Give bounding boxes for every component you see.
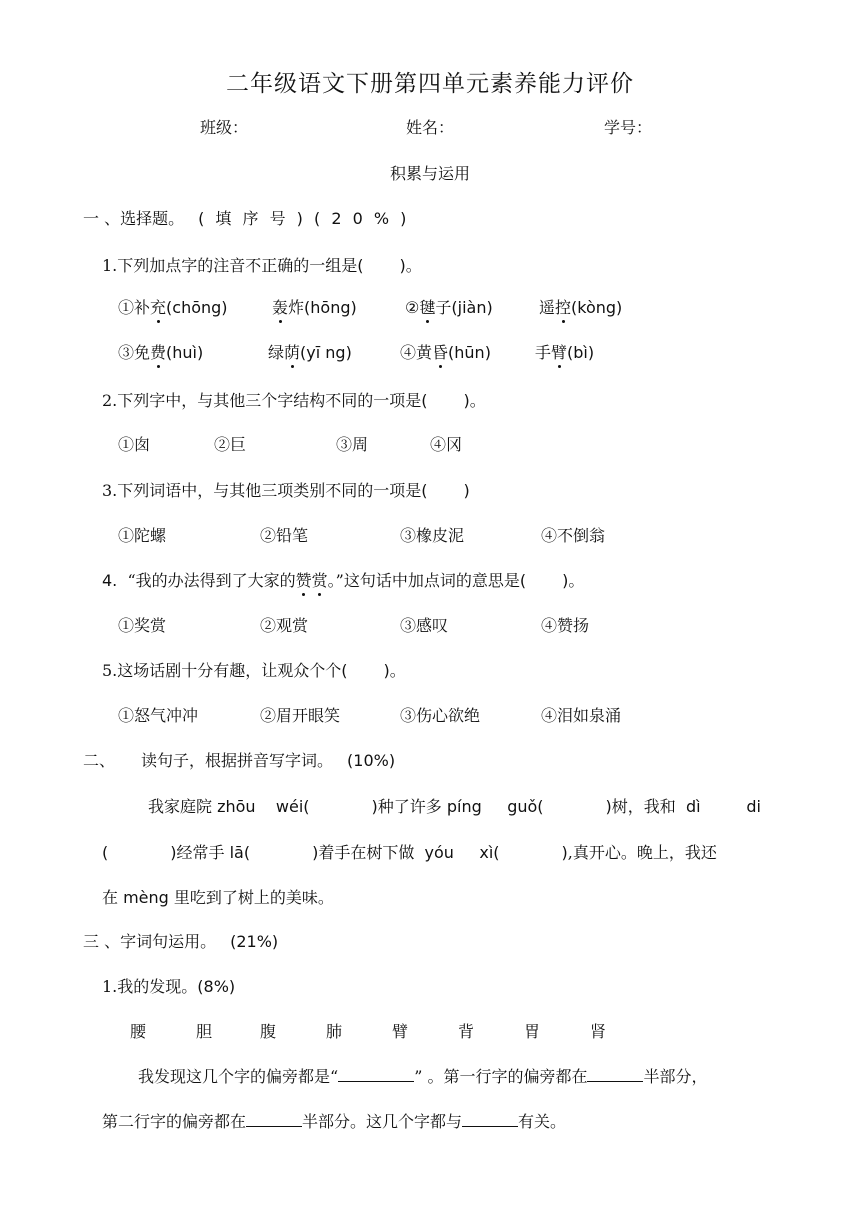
pinyin-line-2: ( )经常手 lā( )着手在树下做 yóu xì( ),真开心。晚上，我还: [102, 843, 717, 862]
q3-option-3: ③橡皮泥: [400, 526, 465, 545]
part-three-heading: 三 、字词句运用。 (21%): [83, 932, 279, 951]
q2-option-3: ③周: [336, 435, 369, 454]
char-1: 腰: [130, 1022, 147, 1041]
q2-option-4: ④冈: [430, 435, 463, 454]
char-2: 胆: [196, 1022, 213, 1041]
q3-option-4: ④不倒翁: [541, 526, 606, 545]
q1-option-1: ①补充(chōng): [118, 298, 228, 317]
char-4: 肺: [326, 1022, 343, 1041]
q1-option-3b: 绿荫(yī ng): [268, 343, 352, 362]
char-7: 胃: [524, 1022, 541, 1041]
q1-option-4b: 手臂(bì): [535, 343, 595, 362]
page-title: 二年级语文下册第四单元素养能力评价: [226, 71, 634, 97]
q1-option-1b: 轰炸(hōng): [272, 298, 357, 317]
q5-option-3: ③伤心欲绝: [400, 706, 481, 725]
q2-option-2: ②巨: [214, 435, 247, 454]
char-5: 臂: [392, 1022, 409, 1041]
class-label: 班级：: [200, 118, 249, 137]
q2-option-1: ①囱: [118, 435, 151, 454]
q5-option-1: ①怒气冲冲: [118, 706, 199, 725]
q5-option-2: ②眉开眼笑: [260, 706, 341, 725]
q1-option-2b: 遥控(kòng): [539, 298, 623, 317]
q4-option-2: ②观赏: [260, 616, 309, 635]
student-number-label: 学号：: [604, 118, 653, 137]
part-two-heading: 二、 读句子，根据拼音写字词。 (10%): [83, 751, 396, 770]
name-label: 姓名：: [406, 118, 455, 137]
question-4: 4. “我的办法得到了大家的赞赏。”这句话中加点词的意思是( )。: [102, 571, 585, 590]
q1-option-3: ③免费(huì): [118, 343, 204, 362]
pinyin-line-3: 在 mèng 里吃到了树上的美味。: [102, 888, 334, 907]
question-3: 3.下列词语中，与其他三项类别不同的一项是( ): [102, 481, 470, 500]
question-2: 2.下列字中，与其他三个字结构不同的一项是( )。: [102, 391, 486, 410]
char-6: 背: [458, 1022, 475, 1041]
q3-option-1: ①陀螺: [118, 526, 167, 545]
q4-option-1: ①奖赏: [118, 616, 167, 635]
q4-option-3: ③感叹: [400, 616, 449, 635]
q3-option-2: ②铅笔: [260, 526, 309, 545]
char-8: 肾: [590, 1022, 607, 1041]
pinyin-line-1: 我家庭院 zhōu wéi( )种了许多 píng guǒ( )树，我和 dì di: [148, 797, 761, 816]
discovery-line-2: 第二行字的偏旁都在 半部分。这几个字都与 有关。: [102, 1112, 567, 1131]
q4-option-4: ④赞扬: [541, 616, 590, 635]
section-heading: 积累与运用: [389, 164, 470, 183]
part-one-heading: 一 、选择题。 ( 填 序 号 ) ( 2 0 % ): [83, 209, 407, 228]
question-5: 5.这场话剧十分有趣，让观众个个( )。: [102, 661, 406, 680]
q1-option-2: ②毽子(jiàn): [405, 298, 493, 317]
q1-option-4: ④黄昏(hūn): [400, 343, 491, 362]
q5-option-4: ④泪如泉涌: [541, 706, 622, 725]
discovery-line-1: 我发现这几个字的偏旁都是“ ” 。第一行字的偏旁都在 半部分，: [138, 1067, 708, 1086]
question-1: 1.下列加点字的注音不正确的一组是( )。: [102, 256, 422, 275]
char-3: 腹: [260, 1022, 277, 1041]
part3-question-1: 1.我的发现。(8%): [102, 977, 236, 996]
